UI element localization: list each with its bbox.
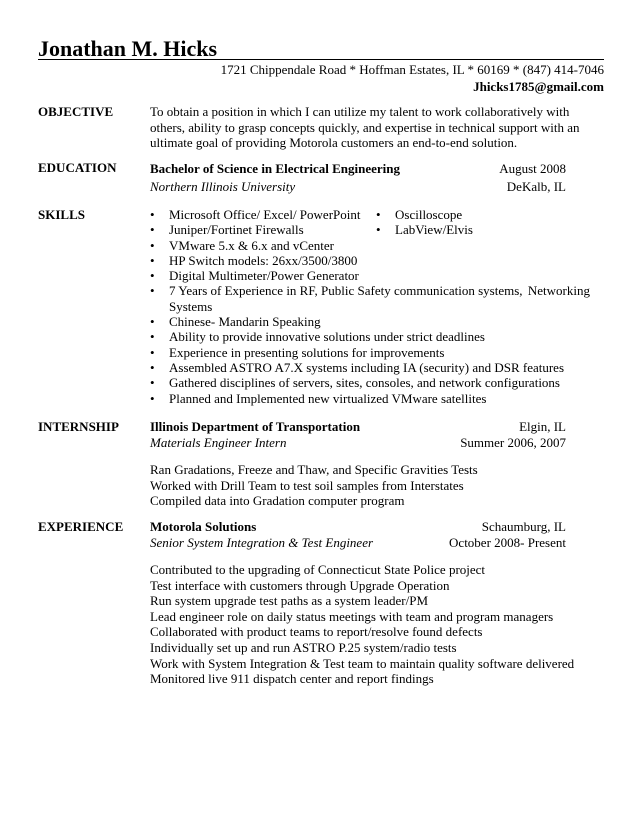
experience-section [150, 519, 605, 687]
internship-heading: INTERNSHIP [38, 419, 119, 434]
internship-location: Elgin, IL [519, 419, 566, 434]
internship-duty: Compiled data into Gradation computer program [150, 493, 405, 509]
degree: Bachelor of Science in Electrical Engineering [150, 161, 400, 176]
internship-role: Materials Engineer Intern [150, 435, 287, 450]
internship-dates: Summer 2006, 2007 [460, 435, 566, 450]
experience-duty: Work with System Integration & Test team to maintain quality software delivered [150, 655, 575, 671]
skill-item: • Assembled ASTRO A7.X systems including IA (security) and DSR features [150, 360, 605, 375]
school-name: Northern Illinois University [150, 179, 296, 194]
experience-dates: October 2008- Present [449, 535, 566, 550]
skill-item: • Microsoft Office/ Excel/ PowerPoint [150, 207, 376, 222]
objective-heading: OBJECTIVE [38, 104, 114, 119]
skill-item: • Planned and Implemented new virtualized VMware satellites [150, 391, 605, 406]
skill-item: • Chinese- Mandarin Speaking [150, 314, 605, 329]
internship-duty: Worked with Drill Team to test soil samples from Interstates [150, 477, 464, 493]
graduation-date: August 2008 [499, 161, 566, 176]
internship-org: Illinois Department of Transportation [150, 419, 361, 434]
objective-text [150, 104, 605, 151]
skill-item-rf [150, 283, 605, 314]
skill-item: • Juniper/Fortinet Firewalls [150, 222, 376, 237]
objective-line: ultimate goal of providing Motorola customers an end-to-end solution. [150, 135, 518, 150]
skill-item: • Ability to provide innovative solutions under strict deadlines [150, 329, 605, 344]
objective-line: To obtain a position in which I can utilize my talent to work collaboratively with [150, 104, 570, 119]
objective-line: others, ability to grasp concepts quickly, and expertise in technical support with an [150, 119, 580, 135]
education-section [150, 160, 605, 196]
skill-item: • Experience in presenting solutions for improvements [150, 345, 605, 360]
school-location: DeKalb, IL [506, 179, 566, 194]
skills-section [150, 207, 605, 406]
resume-name: Jonathan M. Hicks [38, 36, 218, 61]
contact-block [221, 61, 604, 95]
experience-duty: Individually set up and run ASTRO P.25 system/radio tests [150, 639, 457, 655]
skill-item: • HP Switch models: 26xx/3500/3800 [150, 253, 605, 268]
internship-section [150, 419, 605, 509]
experience-org: Motorola Solutions [150, 519, 257, 534]
internship-duty: Ran Gradations, Freeze and Thaw, and Specific Gravities Tests [150, 462, 478, 477]
skill-item: • Gathered disciplines of servers, sites, consoles, and network configurations [150, 375, 605, 390]
education-heading: EDUCATION [38, 160, 117, 175]
experience-role: Senior System Integration & Test Engineer [150, 535, 374, 550]
experience-duty: Collaborated with product teams to report/resolve found defects [150, 624, 483, 640]
experience-heading: EXPERIENCE [38, 519, 124, 534]
email-address: Jhicks1785@gmail.com [473, 79, 604, 94]
skill-rf-networking: Networking [527, 283, 590, 299]
skills-heading: SKILLS [38, 207, 85, 222]
skill-item: • Oscilloscope [376, 207, 473, 222]
experience-duty: Contributed to the upgrading of Connecticut State Police project [150, 562, 486, 577]
address-line: 1721 Chippendale Road * Hoffman Estates, IL * 60169 * (847) 414-7046 [220, 62, 604, 77]
skill-rf-text: • 7 Years of Experience in RF, Public Safety communication systems, [169, 283, 523, 299]
skill-item: • VMware 5.x & 6.x and vCenter [150, 238, 605, 253]
experience-location: Schaumburg, IL [481, 519, 566, 534]
skill-item: • Digital Multimeter/Power Generator [150, 268, 605, 283]
experience-duty: Monitored live 911 dispatch center and report findings [150, 671, 434, 687]
skill-rf-systems: Systems [169, 298, 213, 314]
skill-item: • LabView/Elvis [376, 222, 473, 237]
experience-duty: Run system upgrade test paths as a system leader/PM [150, 593, 429, 609]
experience-duty: Test interface with customers through Upgrade Operation [150, 577, 450, 593]
header-rule [38, 59, 604, 60]
experience-duty: Lead engineer role on daily status meetings with team and program managers [150, 608, 554, 624]
